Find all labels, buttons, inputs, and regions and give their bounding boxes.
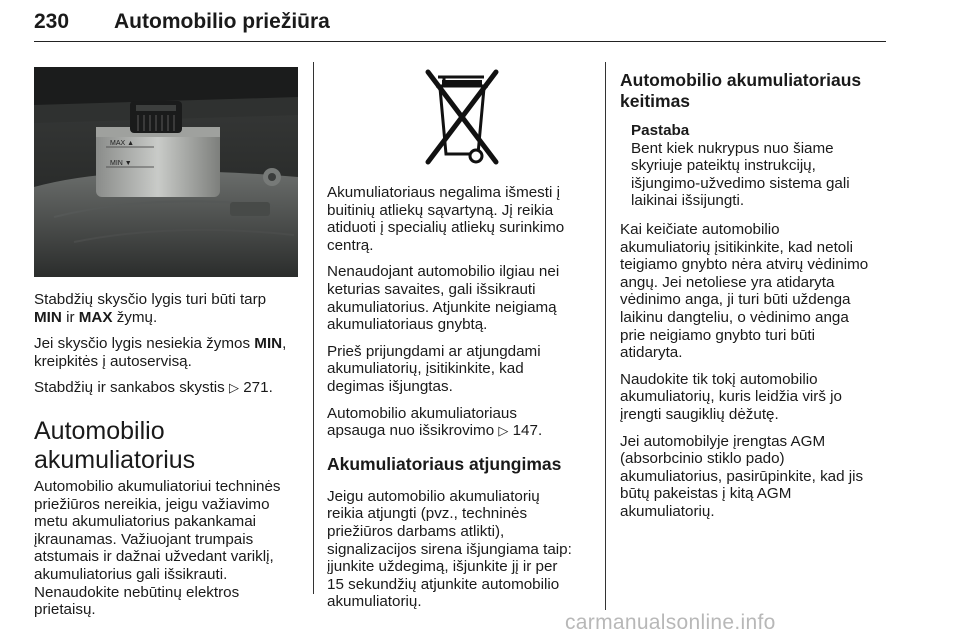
brake-fluid-paragraph-2: Jei skysčio lygis nesiekia žymos MIN, kreipkitės į autoservisą. [34, 335, 287, 370]
page-reference-icon: ▷ [498, 423, 509, 439]
ignition-paragraph: Prieš prijungdami ar atjungdami akumuliatorių, įsitikinkite, kad degimas išjungtas. [327, 342, 541, 395]
page-title: Automobilio priežiūra [114, 10, 330, 33]
column-divider-left [313, 62, 314, 594]
left-column [34, 291, 304, 628]
section-heading-disconnect: Akumuliatoriaus atjungimas [327, 453, 562, 474]
watermark: carmanualsonline.info [565, 611, 776, 634]
middle-column [327, 184, 599, 620]
brake-fluid-paragraph-3: Stabdžių ir sankabos skystis ▷ 271. [34, 379, 273, 397]
page-header [34, 6, 886, 46]
disconnect-paragraph: Jeigu automobilio akumuliatorių reikia atjungti (pvz., techninės priežiūros darbams atlikti), signalizacijos sirena išjungiama taip: įjunkite uždegimą, išjunkite jį ir per 15 sekundžių atjunkite automobilio akumuliatorių. [327, 487, 572, 611]
page-reference-link[interactable]: 271. [243, 379, 273, 397]
section-heading-replacement: Automobilio akumuliatoriaus keitimas [620, 70, 862, 111]
page-reference-link[interactable]: 147. [512, 422, 543, 440]
agm-paragraph: Jei automobilyje įrengtas AGM (absorbcinio stiklo pado) akumuliatorius, pasirūpinkite, kad jis būtų pakeistas į kitą AGM akumuliatorių. [620, 432, 864, 520]
crossed-out-wheelie-bin-icon [408, 64, 514, 170]
section-heading-battery: Automobilio akumuliatorius [34, 416, 196, 474]
fuse-box-paragraph: Naudokite tik tokį automobilio akumuliatorių, kuris leidžia virš jo įrengti saugiklių dėžutę. [620, 370, 842, 423]
reservoir-illustration [34, 67, 298, 277]
ventilation-paragraph: Kai keičiate automobilio akumuliatorių įsitikinkite, kad netoli teigiamo gnybto nėra atvirų vėdinimo angų. Jei netoliese yra atidaryta vėdinimo anga, ji turi būti uždenga laikinu dangteliu, o vėdinimo anga prie neigiamo gnybto turi būti atidaryta. [620, 220, 869, 362]
header-rule [34, 41, 886, 42]
disposal-paragraph: Akumuliatoriaus negalima išmesti į buitinių atliekų sąvartyną. Jį reikia atiduoti į specialių atliekų surinkimo centrą. [327, 184, 565, 254]
column-divider-right [605, 62, 606, 610]
max-mark-text: MAX ▲ [110, 140, 135, 147]
battery-intro-paragraph: Automobilio akumuliatoriui techninės priežiūros nereikia, jeigu važiavimo metu akumuliatorius pakankamai įkraunamas. Važiuojant trumpais atstumais ir dažnai užvedant variklį, akumuliatorius gali išsikrauti. Nenaudokite nebūtinų elektros prietaisų. [34, 477, 281, 619]
note-title: Pastaba [631, 122, 690, 139]
page-reference-icon: ▷ [229, 380, 239, 396]
page-number: 230 [34, 10, 70, 33]
discharge-protection-paragraph: Automobilio akumuliatoriaus apsauga nuo išsikrovimo ▷ 147. [327, 404, 543, 440]
right-column [620, 70, 892, 529]
note-box: Pastaba Bent kiek nukrypus nuo šiame skyriuje pateiktų instrukcijų, išjungimo-užvedimo sistema gali laikinai išsijungti. [631, 122, 892, 210]
brake-fluid-reservoir-photo [34, 67, 298, 277]
min-mark-text: MIN ▼ [110, 160, 132, 167]
storage-paragraph: Nenaudojant automobilio ilgiau nei keturias savaites, gali išsikrauti akumuliatorius. Atjunkite neigiamą akumuliatoriaus gnybtą. [327, 263, 560, 334]
brake-fluid-paragraph-1: Stabdžių skysčio lygis turi būti tarp MIN ir MAX žymų. [34, 291, 267, 326]
